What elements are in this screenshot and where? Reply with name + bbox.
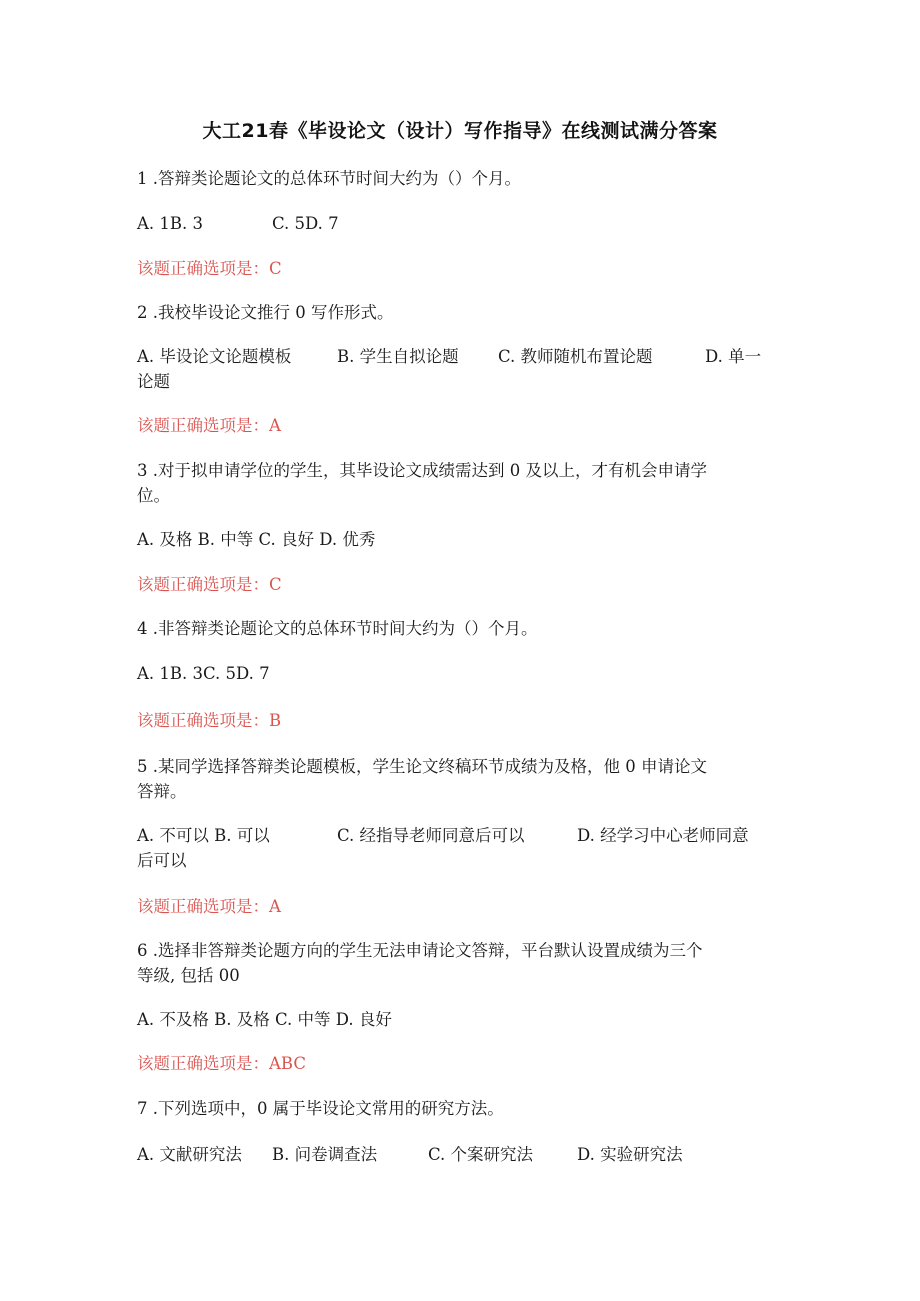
question-5-answer: 该题正确选项是：A <box>137 897 281 916</box>
question-2-option-d: D. 单一 <box>705 347 762 366</box>
question-3-answer: 该题正确选项是：C <box>137 575 282 594</box>
question-7-option-d: D. 实验研究法 <box>577 1145 683 1164</box>
question-2-option-b: B. 学生自拟论题 <box>337 347 459 366</box>
question-7-option-c: C. 个案研究法 <box>428 1145 534 1164</box>
question-2-option-d-continued: 论题 <box>137 372 170 391</box>
question-4-answer: 该题正确选项是：B <box>137 711 282 730</box>
question-2-stem: 2 .我校毕设论文推行 0 写作形式。 <box>137 303 394 322</box>
question-3-options: A. 及格 B. 中等 C. 良好 D. 优秀 <box>137 530 376 549</box>
question-2-option-c: C. 教师随机布置论题 <box>498 347 653 366</box>
question-5-stem-line-1: 5 .某同学选择答辩类论题模板，学生论文终稿环节成绩为及格，他 0 申请论文 <box>137 757 707 776</box>
document-title: 大工21春《毕设论文（设计）写作指导》在线测试满分答案 <box>202 120 718 142</box>
question-5-option-c: C. 经指导老师同意后可以 <box>337 826 525 845</box>
question-3-stem-line-2: 位。 <box>137 486 170 505</box>
question-7-stem: 7 .下列选项中，0 属于毕设论文常用的研究方法。 <box>137 1099 504 1118</box>
question-2-answer: 该题正确选项是：A <box>137 416 281 435</box>
question-5-option-d-continued: 后可以 <box>137 851 187 870</box>
question-6-options: A. 不及格 B. 及格 C. 中等 D. 良好 <box>137 1010 392 1029</box>
question-5-option-ab: A. 不可以 B. 可以 <box>137 826 270 845</box>
question-4-stem: 4 .非答辩类论题论文的总体环节时间大约为（）个月。 <box>137 619 538 638</box>
question-6-stem-line-2: 等级, 包括 00 <box>137 966 240 985</box>
question-3-stem-line-1: 3 .对于拟申请学位的学生，其毕设论文成绩需达到 0 及以上，才有机会申请学 <box>137 461 707 480</box>
question-6-answer: 该题正确选项是：ABC <box>137 1054 306 1073</box>
question-1-option-ab: A. 1B. 3 <box>137 214 204 233</box>
question-2-option-a: A. 毕设论文论题模板 <box>137 347 292 366</box>
question-4-options: A. 1B. 3C. 5D. 7 <box>137 664 270 683</box>
question-7-option-b: B. 问卷调查法 <box>272 1145 378 1164</box>
question-5-stem-line-2: 答辩。 <box>137 782 187 801</box>
question-6-stem-line-1: 6 .选择非答辩类论题方向的学生无法申请论文答辩，平台默认设置成绩为三个 <box>137 941 703 960</box>
question-5-option-d: D. 经学习中心老师同意 <box>577 826 749 845</box>
question-1-option-cd: C. 5D. 7 <box>272 214 339 233</box>
question-1-stem: 1 .答辩类论题论文的总体环节时间大约为（）个月。 <box>137 169 521 188</box>
question-7-option-a: A. 文献研究法 <box>137 1145 242 1164</box>
question-1-answer: 该题正确选项是：C <box>137 259 282 278</box>
